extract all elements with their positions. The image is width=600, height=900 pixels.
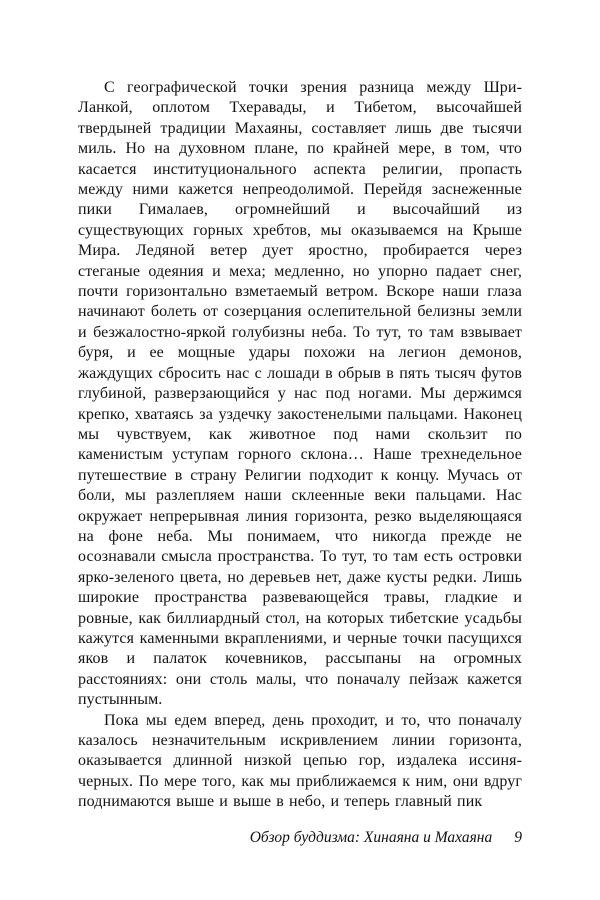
paragraph-1: С географической точки зрения разница между Шри-Ланкой, оплотом Тхеравады, и Тибетом, высочайшей твердыней традиции Махаяны, составляет лишь две тысячи миль. Но на духовном плане, по крайней мере, в том, что касается институционального аспекта религии, пропасть между ними кажется непреодолимой. Перейдя заснеженные пики Гималаев, огромнейший и высочайший из существующих горных хребтов, мы оказываемся на Крыше Мира. Ледяной ветер дует яростно, пробирается через стеганые одеяния и меха; медленно, но упорно падает снег, почти горизонтально взметаемый ветром. Вскоре наши глаза начинают болеть от созерцания ослепительной белизны земли и безжалостно-яркой голубизны неба. То тут, то там взвывает буря, и ее мощные удары похожи на легион демонов, жаждущих сбросить нас с лошади в обрыв в пять тысяч футов глубиной, разверзающийся у нас под ногами. Мы держимся крепко, хватаясь за уздечку закостенелыми пальцами. Наконец мы чувствуем, как животное под нами скользит по каменистым уступам горного склона… Наше трехнедельное путешествие в страну Религии подходит к концу. Мучась от боли, мы разлепляем наши склеенные веки пальцами. Нас окружает непрерывная линия горизонта, резко выделяющаяся на фоне неба. Мы понимаем, что никогда прежде не осознавали смысла пространства. То тут, то там есть островки ярко-зеленого цвета, но деревьев нет, даже кусты редки. Лишь широкие пространства развевающейся травы, гладкие и ровные, как биллиардный стол, на которых тибетские усадьбы кажутся каменными вкраплениями, и черные точки пасущихся яков и палаток кочевников, рассыпаны на огромных расстояниях: они столь малы, что поначалу пейзаж кажется пустынным. [78,79,522,709]
running-footer [78,829,522,847]
footer-running-title: Обзор буддизма: Хинаяна и Махаяна [249,829,493,846]
body-text [78,78,522,813]
paragraph-2: Пока мы едем вперед, день проходит, и то, что поначалу казалось незначительным искривлением линии горизонта, оказывается длинной низкой цепью гор, издалека иссиня-черных. По мере того, как мы приближаемся к ним, они вдруг поднимаются выше и выше в небо, и теперь главный пик [78,711,522,811]
footer-page-number: 9 [514,829,522,846]
